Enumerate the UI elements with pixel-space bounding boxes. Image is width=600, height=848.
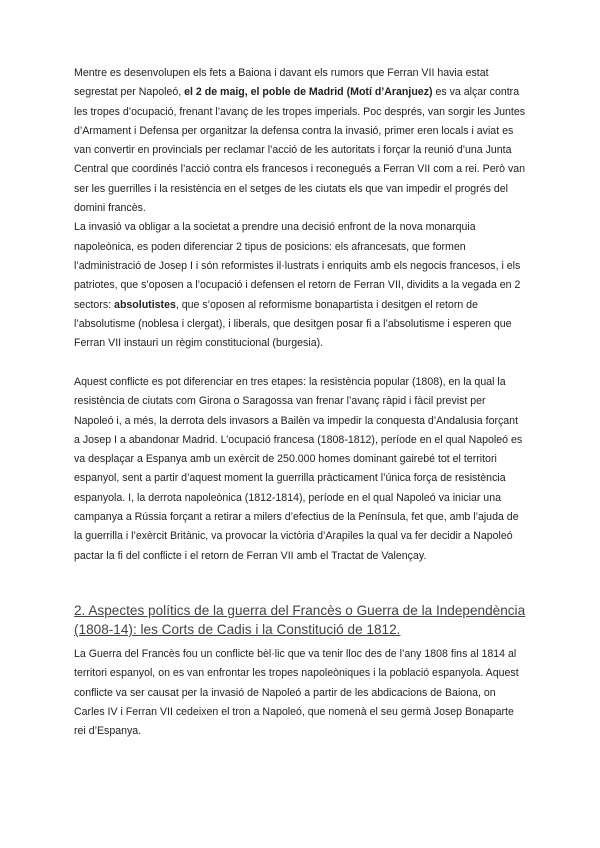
paragraph-baiona: [74, 64, 526, 218]
paragraph-text: La invasió va obligar a la societat a prendre una decisió enfront de la nova monarquia napoleònica, es poden diferenciar 2 tipus de posicions: els afrancesats, que formen l’administració de Josep I i són reformistes il·lustrats i enriquits amb els negocis francesos, i els patriotes, que s’oposen a l’ocupació i defensen el retorn de Ferran VII, dividits a la vegada en 2 sectors:: [74, 221, 521, 311]
section1-stages-block: [74, 373, 526, 566]
section1-text-block: [74, 64, 526, 353]
bold-phrase: el 2 de maig, el poble de Madrid (Motí d’Aranjuez): [184, 86, 433, 99]
bold-phrase: absolutistes: [114, 298, 176, 311]
paragraph-invasio: [74, 218, 526, 353]
paragraph-text: Mentre es desenvolupen els fets a Baiona i davant els rumors que Ferran VII havia estat segrestat per Napoleó,: [74, 67, 489, 99]
paragraph-text: , que s’oposen al reformisme bonapartista i desitgen el retorn de l’absolutisme (noblesa i clergat), i liberals, que desitgen posar fi a l’absolutisme i esperen que Ferran VII instauri un règim constitucional (burgesia).: [74, 298, 512, 350]
paragraph-text: es va alçar contra les tropes d’ocupació, frenant l’avanç de les tropes imperials. Poc després, van sorgir les Juntes d’Armament i Defensa per organitzar la defensa contra la invasió, primer eren locals i aviat es van convertir en provincials per reclamar l’acció de les autoritats i forçar la reunió d’una Junta Central que coordinés l’acció contra els francesos i reconegués a Ferran VII com a rei. Però van ser les guerrilles i la resistència en el setges de les ciutats els que van impedir el progrés del domini francès.: [74, 86, 526, 215]
paragraph-etapes: Aquest conflicte es pot diferenciar en tres etapes: la resistència popular (1808), en la qual la resistència de ciutats com Girona o Saragossa van frenar l’avanç ràpid i fàcil previst per Napoleó i, a més, la derrota dels invasors a Bailèn va impedir la conquesta d’Andalusia forçant a Josep I a abandonar Madrid. L’ocupació francesa (1808-1812), període en el qual Napoleó es va desplaçar a Espanya amb un exèrcit de 250.000 homes dominant gairebé tot el territori espanyol, sent a partir d’aquest moment la guerrilla pràcticament l’única força de resistència espanyola. I, la derrota napoleònica (1812-1814), període en el qual Napoleó va iniciar una campanya a Rússia forçant a retirar a milers d’efectius de la Península, fet que, amb l’ajuda de la guerrilla i l’exèrcit Britànic, va provocar la victòria d’Arapiles la qual va fer decidir a Napoleó pactar la fi del conflicte i el retorn de Ferran VII amb el Tractat de Valençay.: [74, 376, 523, 562]
paragraph-guerra-frances: La Guerra del Francès fou un conflicte bèl·lic que va tenir lloc des de l’any 1808 fins al 1814 al territori espanyol, on es van enfrontar les tropes napoleòniques i la població espanyola. Aquest conflicte va ser causat per la invasió de Napoleó a partir de les abdicacions de Baiona, on Carles IV i Ferran VII cedeixen el tron a Napoleó, que nomenà el seu germà Josep Bonaparte rei d’Espanya.: [74, 648, 519, 738]
section-heading: 2. Aspectes polítics de la guerra del Francès o Guerra de la Independència (1808-14): les Corts de Cadis i la Constitució de 1812.: [74, 603, 526, 637]
section2-text-block: [74, 645, 526, 741]
